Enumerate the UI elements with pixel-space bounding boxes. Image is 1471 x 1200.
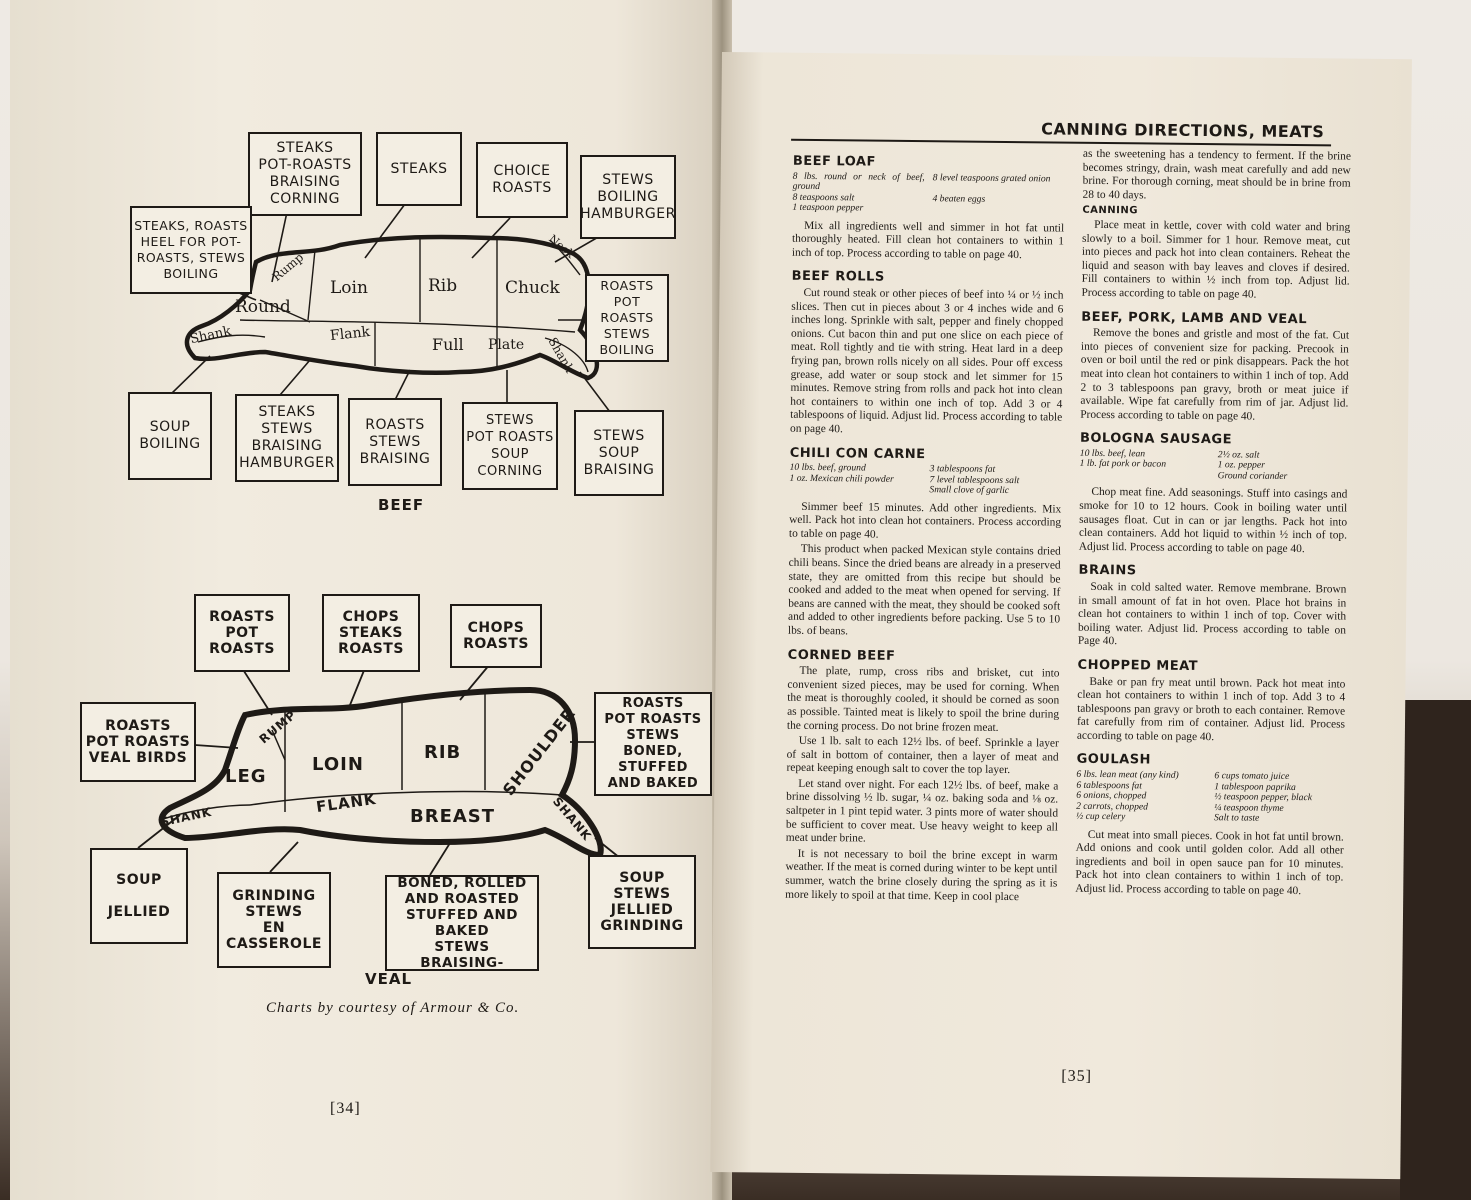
veal-box-breast-uses: BONED, ROLLED AND ROASTED STUFFED AND BAKED STEWS BRAISING- (385, 875, 539, 971)
ingredient: ½ teaspoon pepper, black (1214, 791, 1313, 804)
ingredient: 10 lbs. beef, lean (1079, 447, 1146, 460)
ingredient: 10 lbs. beef, ground (789, 461, 866, 474)
veal-cut-hind-shank: SHANK (159, 804, 214, 830)
veal-cut-flank: FLANK (315, 789, 378, 817)
ingredient: 8 level teaspoons grated onion (932, 171, 1051, 185)
recipe-section (785, 648, 1060, 905)
ingredient: 8 teaspoons salt (792, 191, 855, 203)
ingredient: 4 beaten eggs (932, 192, 986, 205)
ingredient: Salt to taste (1213, 812, 1260, 824)
veal-cut-shoulder: SHOULDER (498, 703, 580, 800)
left-page (10, 0, 722, 1200)
recipe-title: CORNED BEEF (787, 647, 896, 664)
page-number-left: [34] (330, 1100, 361, 1117)
veal-cut-rib: RIB (424, 742, 462, 763)
recipe-paragraph: Bake or pan fry meat until brown. Pack hot meat into clean hot containers to within 1 inch of top. Add 3 to 4 tablespoons pan gravy or broth to each container. Remove fat carefully from rim of container. Adjust lid. Process according to table on page 40. (1076, 675, 1346, 744)
recipe-title: CHILI CON CARNE (789, 445, 926, 462)
recipe-paragraph: Let stand over night. For each 12½ lbs. of beef, make a brine dissolving ½ lb. sugar, ¼ oz. baking soda and ⅛ oz. saltpeter in 1 pint tepid water. 3 pints more of water should be sufficient to cover meat. Use heavy weight to keep all meat under brine. (785, 777, 1059, 845)
ingredient: 2½ oz. salt (1217, 449, 1260, 461)
page-number-right: [35] (1061, 1067, 1093, 1085)
beef-box-rump-uses: STEAKS POT-ROASTS BRAISING CORNING (248, 132, 362, 216)
beef-cut-plate: Plate (488, 337, 525, 353)
ingredient-list (1080, 449, 1348, 483)
beef-cut-chuck: Chuck (505, 278, 560, 298)
beef-cut-flank: Flank (329, 323, 371, 345)
beef-cut-full: Full (432, 335, 464, 354)
ingredient: 3 tablespoons fat (929, 463, 996, 475)
ingredient: 2 carrots, chopped (1076, 800, 1149, 813)
beef-cut-neck: Neck (546, 232, 577, 261)
ingredient: ½ cup celery (1075, 810, 1126, 823)
beef-box-rib-uses: CHOICE ROASTS (476, 142, 568, 218)
recipe-paragraph: Cut meat into small pieces. Cook in hot fat until brown. Add onions and cook until golden color. Add all other ingredients and boil in open sauce pan for 10 minutes. Pack hot into clean containers to within 1 inch of top. Adjust lid. Process according to table on page 40. (1075, 828, 1344, 898)
veal-box-foreshank-uses: SOUP STEWS JELLIED GRINDING (588, 855, 696, 949)
ingredient-list (789, 463, 1061, 497)
veal-cut-rump: RUMP (256, 707, 300, 747)
veal-box-shank-uses: SOUP JELLIED (90, 848, 188, 944)
beef-cut-round: Round (235, 297, 291, 317)
beef-box-foreshank-uses: STEWS SOUP BRAISING (574, 410, 664, 496)
recipe-section (1079, 432, 1348, 557)
beef-box-loin-uses: STEAKS (376, 132, 462, 206)
veal-box-loin-uses: CHOPS STEAKS ROASTS (322, 594, 420, 672)
recipe-title: BOLOGNA SAUSAGE (1079, 431, 1233, 448)
recipe-section (788, 446, 1062, 641)
veal-cut-breast: BREAST (410, 806, 496, 827)
ingredient: 1 lb. fat pork or bacon (1079, 458, 1167, 471)
recipe-paragraph: Simmer beef 15 minutes. Add other ingredients. Mix well. Pack hot into clean hot containers. Process according to table on page 40. (788, 500, 1062, 541)
ingredient: 1 oz. Mexican chili powder (789, 472, 894, 485)
recipe-paragraph: Cut round steak or other pieces of beef into ¼ or ½ inch slices. Then cut in pieces about 3 or 4 inches wide and 6 inches long. Sprinkle with salt, pepper and finely chopped onions. Cut bacon thin and put one slice on each piece of meat. Roll tightly and tie with string. Heat lard in a deep frying pan, brown rolls nicely on all sides. Pour off excess grease, add water or soup stock and let simmer for 15 minutes. Remove string from rolls and pack hot into clean hot containers to within one inch of top. Add 3 or 4 tablespoons of liquid. Adjust lid. Process according to table on page 40. (789, 286, 1064, 436)
ingredient: 1 oz. pepper (1217, 459, 1265, 472)
page-header: CANNING DIRECTIONS, MEATS (1041, 119, 1325, 142)
beef-cut-rib: Rib (428, 276, 458, 296)
recipe-paragraph: Chop meat fine. Add seasonings. Stuff into casings and smoke for 10 to 12 hours. Cook in boiling water until sausages float. Cut in can or jar lengths. Pack hot into clean containers. Add hot liquid to within ½ inch of top. Adjust lid. Process according to table on page 40. (1078, 486, 1348, 555)
beef-box-round-uses: STEAKS, ROASTS HEEL FOR POT- ROASTS, STEWS BOILING (130, 206, 252, 294)
recipe-section (790, 270, 1064, 439)
text-column-left (785, 145, 1065, 907)
recipe-section (1077, 659, 1346, 746)
ingredient: Small clove of garlic (929, 484, 1010, 497)
beef-chart-title: BEEF (378, 496, 425, 514)
beef-cut-hind-shank: Shank (188, 323, 233, 348)
veal-box-rib-uses: CHOPS ROASTS (450, 604, 542, 668)
ingredient (789, 484, 921, 496)
beef-cut-loin: Loin (330, 278, 368, 298)
beef-box-chuck-uses: STEWS BOILING HAMBURGER (580, 155, 676, 239)
ingredient: 6 cups tomato juice (1214, 770, 1290, 783)
table-edge (1400, 700, 1471, 1200)
recipe-paragraph: It is not necessary to boil the brine except in warm weather. If the meat is corned during winter to be kept until summer, watch the brine closely during the spring as it is more likely to spoil at that time. Keep in cool place (785, 847, 1058, 903)
beef-box-full-uses: ROASTS STEWS BRAISING (348, 398, 442, 486)
ingredient: 1 teaspoon pepper (792, 201, 864, 214)
ingredient: ¼ teaspoon thyme (1214, 801, 1284, 814)
ingredient: Ground coriander (1217, 470, 1288, 482)
beef-box-shank-uses: SOUP BOILING (128, 392, 212, 480)
recipe-subtitle: CANNING (1082, 205, 1139, 217)
chart-credit: Charts by courtesy of Armour & Co. (266, 1000, 520, 1016)
recipe-paragraph: Use 1 lb. salt to each 12½ lbs. of beef. Sprinkle a layer of salt in bottom of container, then a layer of meat and repeat keeping enough salt to cover the top layer. (786, 734, 1059, 777)
recipe-paragraph: as the sweetening has a tendency to ferment. If the brine becomes stringy, drain, wash meat carefully and add new brine. For thorough corning, meat should be in brine from 28 to 40 days. (1082, 147, 1352, 202)
ingredient-list (1076, 770, 1345, 825)
recipe-section (792, 155, 1065, 263)
veal-box-shoulder-uses: ROASTS POT ROASTS STEWS BONED, STUFFED AND BAKED (594, 692, 712, 796)
ingredient: 7 level tablespoons salt (929, 473, 1020, 486)
beef-box-neck-uses: ROASTS POT ROASTS STEWS BOILING (585, 274, 669, 362)
recipe-section (1075, 753, 1344, 899)
recipe-paragraph: The plate, rump, cross ribs and brisket, cut into convenient sized pieces, may be used for corning. When the meat is thoroughly cooled, it should be corned as soon as possible. Tainted meat is likely to spoil the brine during the corning process. Do not brine frozen meat. (786, 664, 1060, 734)
veal-box-rump-uses: ROASTS POT ROASTS (194, 594, 290, 672)
recipe-paragraph: Soak in cold salted water. Remove membrane. Brown in small amount of fat in hot oven. Place hot brains in clean hot containers to within 1 inch of top. Cover with boiling water. Adjust lid. Process according to table on Page 40. (1077, 580, 1347, 648)
recipe-section (1082, 148, 1351, 205)
ingredient (932, 204, 1064, 216)
veal-box-leg-uses: ROASTS POT ROASTS VEAL BIRDS (80, 702, 196, 782)
recipe-title: BEEF ROLLS (791, 269, 885, 286)
ingredient-list (792, 171, 1064, 216)
veal-box-flank-uses: GRINDING STEWS EN CASSEROLE (217, 872, 331, 968)
ingredient: 6 tablespoons fat (1076, 779, 1142, 791)
recipe-paragraph: Place meat in kettle, cover with cold water and bring slowly to a boil. Simmer for 1 hour. Remove meat, cut into pieces and pack hot into clean containers. Reheat the liquid and season with bay leaves and cloves if desired. Fill containers to within ½ inch from top. Adjust lid. Process according to table on page 40. (1081, 218, 1351, 301)
beef-box-plate-uses: STEWS POT ROASTS SOUP CORNING (462, 402, 558, 490)
ingredient: 6 onions, chopped (1076, 789, 1147, 802)
right-page (710, 52, 1412, 1179)
recipe-title: BRAINS (1078, 563, 1137, 579)
ingredient: 1 tablespoon paprika (1214, 780, 1296, 793)
text-column-right (1075, 148, 1351, 901)
recipe-title: BEEF, PORK, LAMB AND VEAL (1081, 309, 1308, 327)
ingredient: 8 lbs. round or neck of beef, ground (792, 170, 925, 193)
beef-cut-fore-shank: Shank (545, 334, 577, 376)
recipe-section (1080, 310, 1349, 425)
veal-cut-leg: LEG (225, 766, 267, 787)
ingredient (1080, 470, 1210, 482)
beef-cut-rump: Rump (269, 250, 307, 284)
recipe-section (1081, 204, 1350, 303)
recipe-title: GOULASH (1076, 752, 1152, 768)
recipe-paragraph: Remove the bones and gristle and most of the fat. Cut into pieces of convenient size for packing. Precook in oven or boil until the red or pink disappears. Pack the hot meat into clean hot containers to within 1 inch of top. Add 2 to 3 tablespoons pan gravy, broth or meat juice if available. Wipe fat carefully from rim of jar. Adjust lid. Process according to table on page 40. (1080, 327, 1350, 423)
recipe-paragraph: Mix all ingredients well and simmer in hot fat until thoroughly heated. Fill clean hot containers to within 1 inch of top. Process according to table on page 40. (791, 219, 1065, 261)
recipe-title: CHOPPED MEAT (1077, 657, 1199, 674)
ingredient: 6 lbs. lean meat (any kind) (1076, 768, 1179, 781)
recipe-paragraph: This product when packed Mexican style contains dried chili beans. Since the dried beans are already in a preserved state, they are omitted from this recipe but should be cooked and added to the meat when opened for serving. If beans are canned with the meat, they should be cooked soft and added to other ingredients before packing. Use 5 to 10 lbs. of beans. (787, 543, 1061, 638)
veal-chart-title: VEAL (365, 970, 413, 988)
veal-cut-fore-shank: SHANK (549, 794, 595, 844)
beef-box-flank-uses: STEAKS STEWS BRAISING HAMBURGER (235, 394, 339, 482)
veal-cut-loin: LOIN (312, 754, 364, 775)
recipe-title: BEEF LOAF (792, 153, 876, 170)
recipe-section (1078, 564, 1347, 651)
